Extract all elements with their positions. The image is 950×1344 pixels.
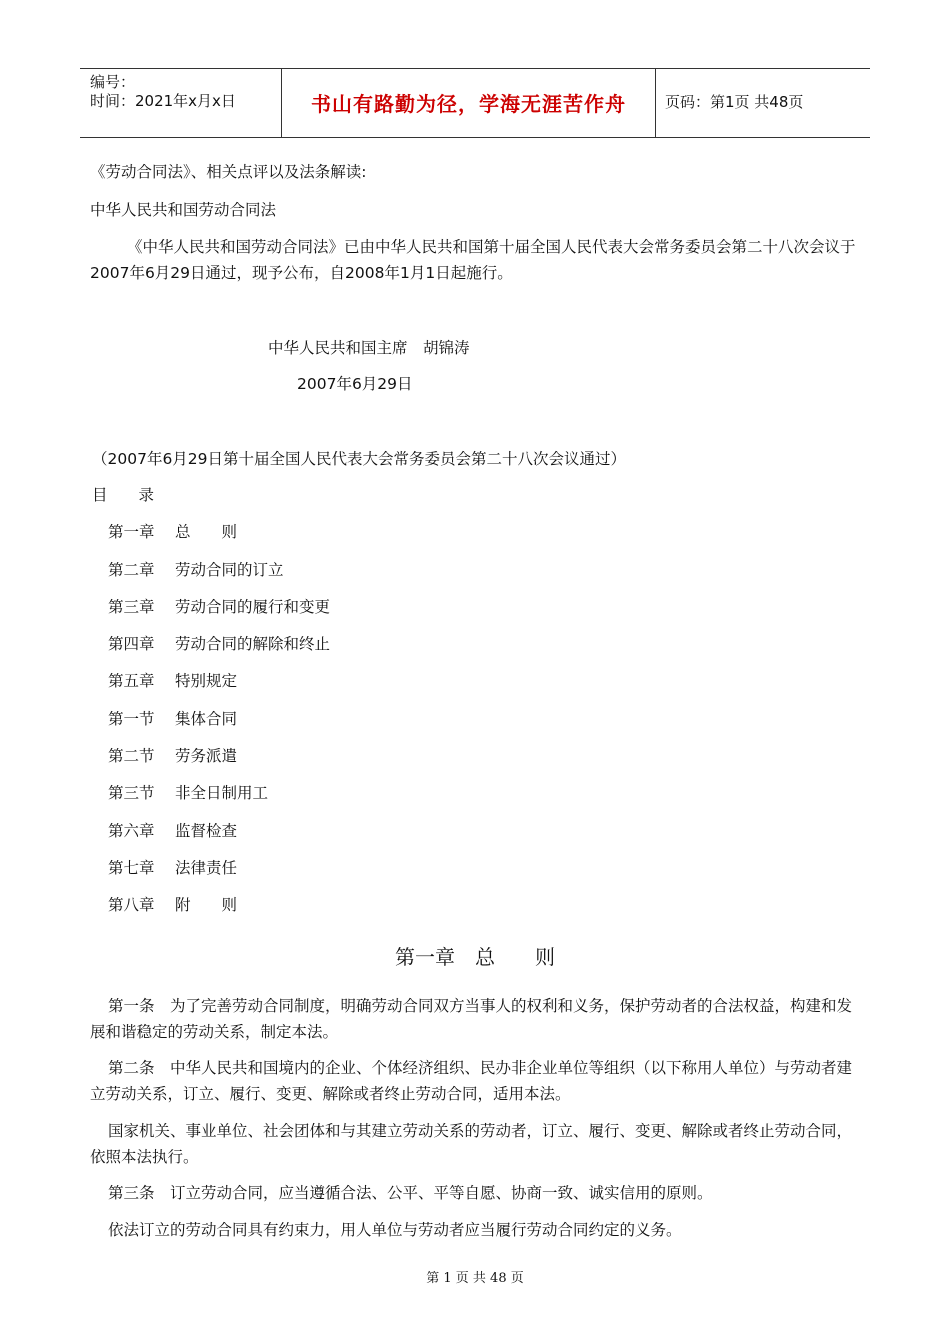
toc-item-num: 第七章 — [108, 859, 155, 877]
toc-item-title: 总 则 — [175, 523, 238, 541]
toc-item — [108, 560, 284, 580]
toc-item-num: 第三节 — [108, 784, 155, 802]
toc-item-title: 特别规定 — [175, 672, 238, 690]
toc-item — [108, 522, 237, 542]
toc-item-title: 附 则 — [175, 896, 238, 914]
toc-item-title: 监督检查 — [175, 822, 238, 840]
toc-item-num: 第四章 — [108, 635, 155, 653]
toc-item-title: 劳动合同的履行和变更 — [175, 598, 331, 616]
toc-item — [108, 671, 237, 691]
toc-item — [108, 858, 237, 878]
toc-item — [108, 783, 268, 803]
toc-item-num: 第二章 — [108, 561, 155, 579]
header-page-cell — [656, 69, 870, 137]
article-2: 第二条 中华人民共和国境内的企业、个体经济组织、民办非企业单位等组织（以下称用人单位）与劳动者建立劳动关系，订立、履行、变更、解除或者终止劳动合同，适用本法。 — [90, 1059, 853, 1103]
toc-item-title: 非全日制用工 — [175, 784, 269, 802]
header-info-cell — [80, 69, 282, 137]
sign-date: 2007年6月29日 — [297, 375, 413, 393]
announcement: 《中华人民共和国劳动合同法》已由中华人民共和国第十届全国人民代表大会常务委员会第二十八次会议于2007年6月29日通过，现予公布，自2008年1月1日起施行。 — [90, 238, 856, 282]
serial-label: 编号： — [90, 73, 136, 91]
toc-item — [108, 709, 237, 729]
toc-item — [108, 597, 330, 617]
toc-item-title: 劳务派遣 — [175, 747, 238, 765]
header-motto-cell — [282, 69, 656, 137]
page-footer: 第 1 页 共 48 页 — [426, 1271, 524, 1286]
toc-item-title: 劳动合同的订立 — [175, 561, 284, 579]
passed-note: （2007年6月29日第十届全国人民代表大会常务委员会第二十八次会议通过） — [92, 450, 627, 468]
toc-item-title: 劳动合同的解除和终止 — [175, 635, 331, 653]
toc-heading: 目 录 — [92, 486, 155, 504]
page-info: 页码：第1页 共48页 — [665, 93, 804, 111]
article-3-para-2: 依法订立的劳动合同具有约束力，用人单位与劳动者应当履行劳动合同约定的义务。 — [108, 1221, 682, 1239]
intro-line-1: 《劳动合同法》、相关点评以及法条解读: — [90, 163, 367, 181]
signer: 中华人民共和国主席 胡锦涛 — [268, 339, 470, 357]
toc-item-num: 第三章 — [108, 598, 155, 616]
toc-item-title: 集体合同 — [175, 710, 238, 728]
law-title: 中华人民共和国劳动合同法 — [90, 201, 277, 219]
toc-item-num: 第一章 — [108, 523, 155, 541]
chapter-title: 第一章 总 则 — [395, 945, 555, 969]
toc-item-num: 第二节 — [108, 747, 155, 765]
toc-item-num: 第一节 — [108, 710, 155, 728]
toc-item-title: 法律责任 — [175, 859, 238, 877]
toc-item — [108, 634, 330, 654]
article-2-para-2: 国家机关、事业单位、社会团体和与其建立劳动关系的劳动者，订立、履行、变更、解除或者终止劳动合同，依照本法执行。 — [90, 1122, 853, 1166]
motto-text: 书山有路勤为径，学海无涯苦作舟 — [311, 92, 626, 116]
toc-item — [108, 895, 237, 915]
header-table — [80, 68, 870, 138]
article-1: 第一条 为了完善劳动合同制度，明确劳动合同双方当事人的权利和义务，保护劳动者的合法权益，构建和发展和谐稳定的劳动关系，制定本法。 — [90, 997, 853, 1041]
date-line: 时间：2021年x月x日 — [90, 92, 236, 110]
toc-item — [108, 821, 237, 841]
article-3: 第三条 订立劳动合同，应当遵循合法、公平、平等自愿、协商一致、诚实信用的原则。 — [108, 1184, 713, 1202]
toc-item-num: 第八章 — [108, 896, 155, 914]
toc-item — [108, 746, 237, 766]
toc-item-num: 第六章 — [108, 822, 155, 840]
toc-item-num: 第五章 — [108, 672, 155, 690]
